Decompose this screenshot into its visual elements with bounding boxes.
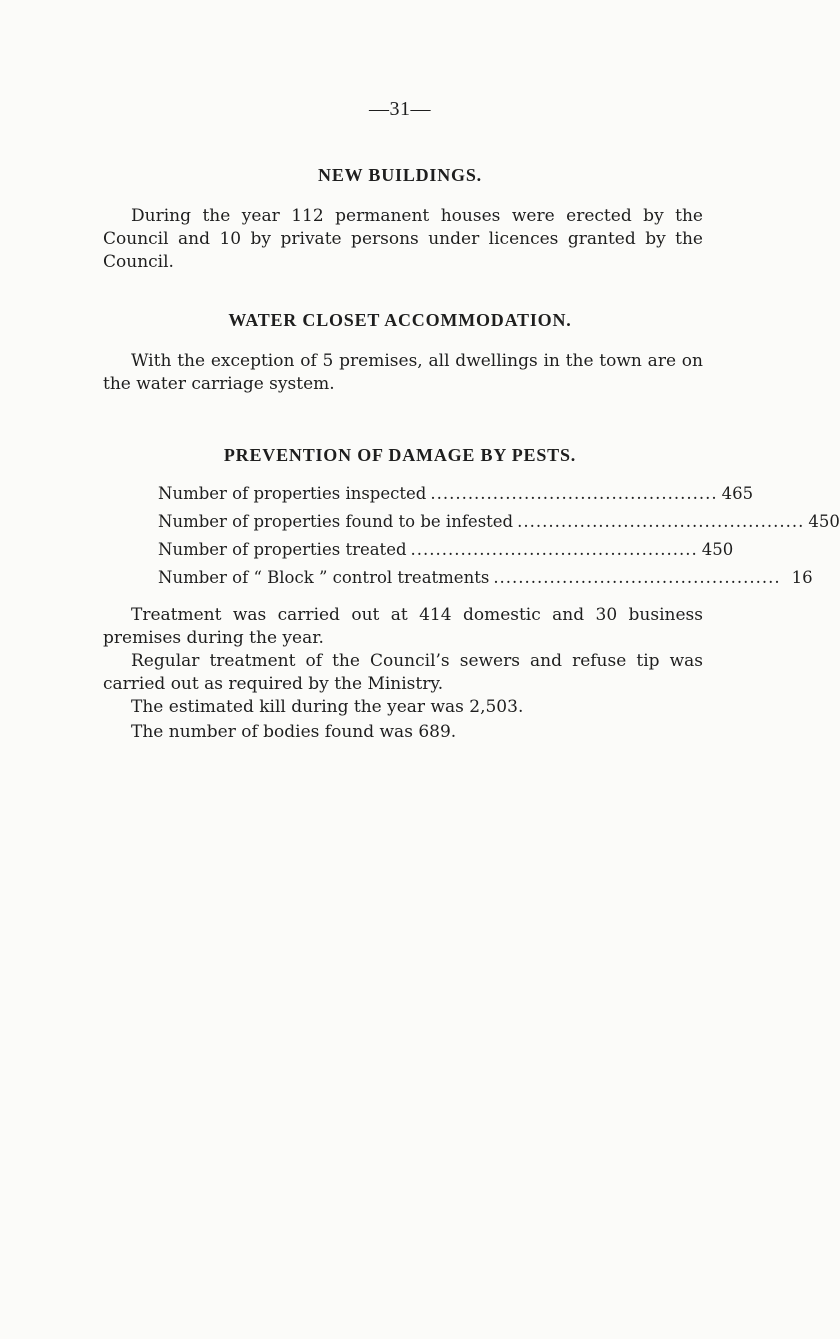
- line-bodies-found: The number of bodies found was 689.: [131, 722, 457, 742]
- row-label: Number of properties found to be infested: [158, 512, 514, 531]
- paragraph-new-buildings: During the year 112 permanent houses were erected by the Council and 10 by private persons under licences granted by the Council.: [103, 206, 703, 272]
- paragraph-sewers: Regular treatment of the Council’s sewers and refuse tip was carried out as required by the Ministry.: [103, 651, 703, 694]
- row-label: Number of properties treated: [158, 540, 407, 559]
- row-value: 16: [791, 568, 813, 587]
- row-label: Number of properties inspected: [158, 484, 427, 503]
- row-label: Number of “ Block ” control treatments: [158, 568, 490, 587]
- paragraph-water-closet: With the exception of 5 premises, all dwellings in the town are on the water carriage system.: [103, 351, 703, 394]
- page-number: —31—: [369, 98, 431, 120]
- row-value: 450: [808, 512, 840, 531]
- table-row-infested: [158, 510, 840, 533]
- table-row-treated: [158, 538, 734, 561]
- line-estimated-kill: The estimated kill during the year was 2,503.: [131, 697, 524, 717]
- heading-water-closet: WATER CLOSET ACCOMMODATION.: [228, 310, 572, 330]
- heading-pests: PREVENTION OF DAMAGE BY PESTS.: [223, 445, 577, 465]
- dot-leader: ..............................................: [517, 512, 805, 531]
- heading-new-buildings: NEW BUILDINGS.: [318, 165, 482, 185]
- dot-leader: ..............................................: [493, 568, 781, 587]
- table-row-inspected: [158, 482, 754, 505]
- dot-leader: ..............................................: [430, 484, 718, 503]
- dot-leader: ..............................................: [410, 540, 698, 559]
- table-row-block-treatments: [158, 566, 813, 589]
- paragraph-treatment: Treatment was carried out at 414 domestic and 30 business premises during the year.: [103, 605, 703, 648]
- row-value: 465: [721, 484, 754, 503]
- row-value: 450: [701, 540, 734, 559]
